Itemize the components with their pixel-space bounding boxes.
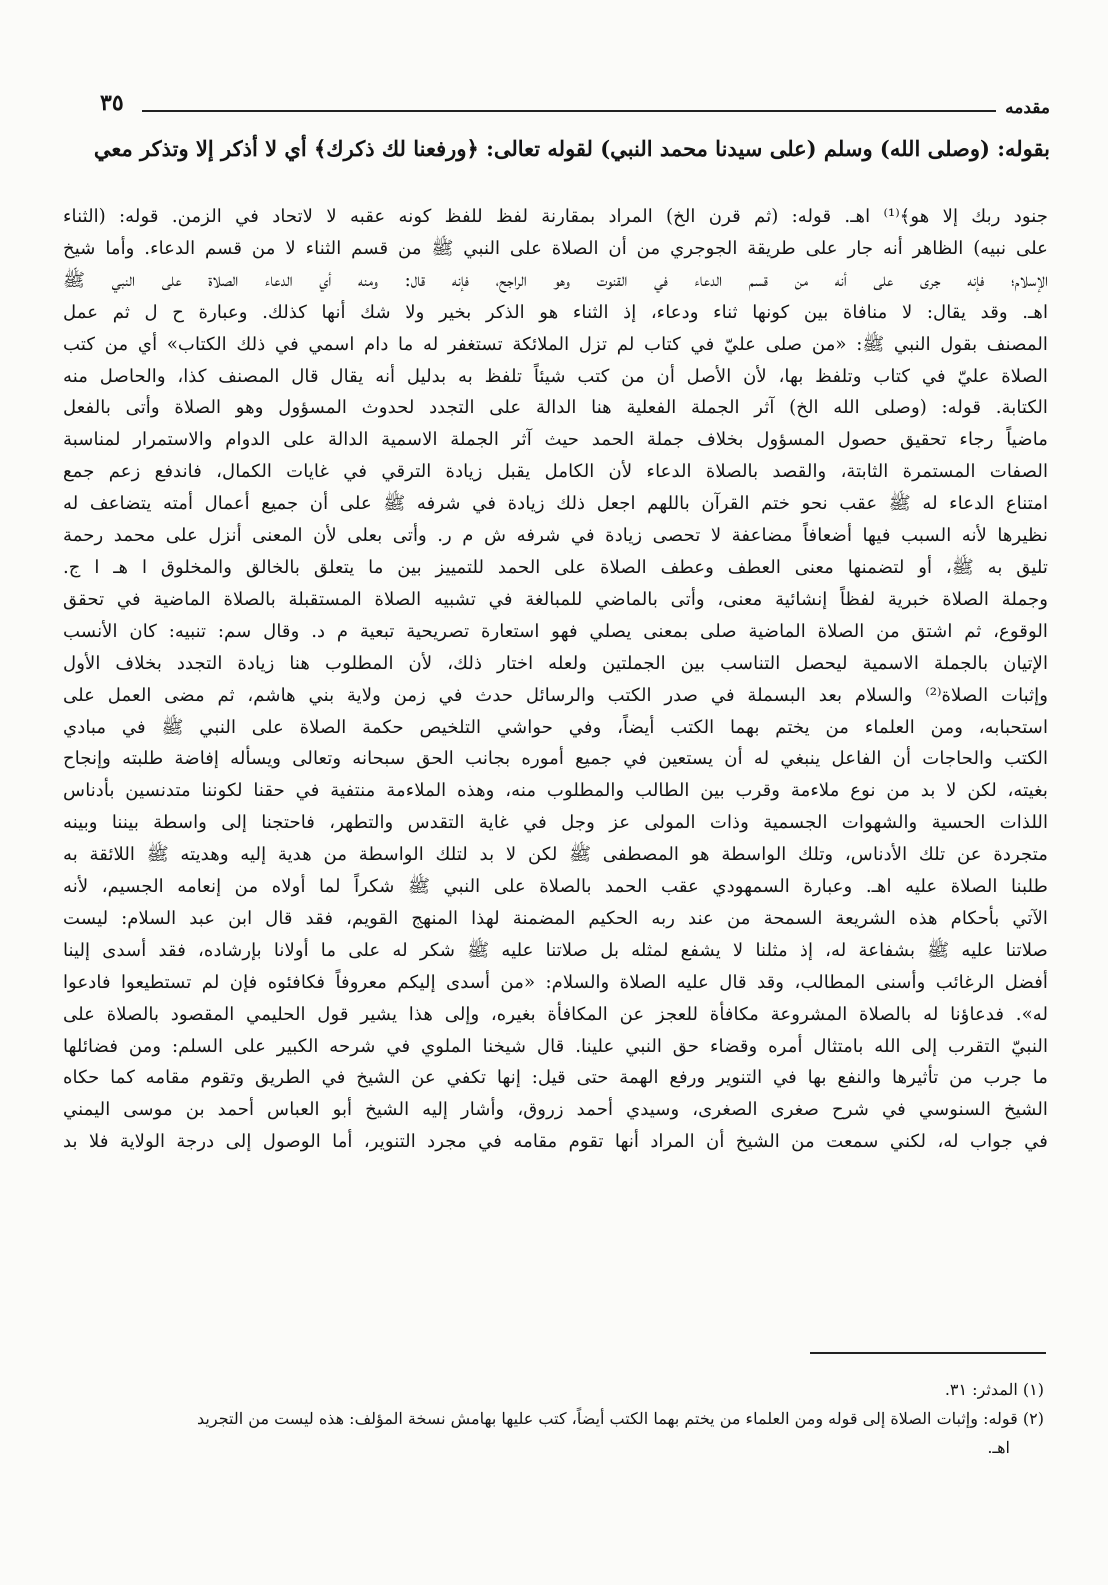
body-line-19: بغيته، لكن لا بد من نوع ملاءمة وقرب بين الطالب والمطلوب منه، وهذه الملاءمة منتفية في حقنا لكوننا متدنسين بأدناس — [63, 780, 1048, 802]
footnote-rule — [810, 1352, 1046, 1354]
body-line-2: على نبيه) الظاهر أنه جار على طريقة الجوجري من أن الصلاة على النبي ﷺ من قسم الثناء لا من قسم الدعاء. وأما شيخ — [63, 237, 1048, 259]
footnote-2: (٢) قوله: وإثبات الصلاة إلى قوله ومن العلماء من يختم بهما الكتب أيضاً، كتب عليها بهامش نسخة المؤلف: هذه ليست من التجريد — [197, 1409, 1044, 1428]
running-title: مقدمه — [1005, 98, 1050, 118]
footnote-1: (١) المدثر: ٣١. — [944, 1380, 1044, 1399]
main-text-line: بقوله: (وصلى الله) وسلم (على سيدنا محمد النبي) لقوله تعالى: ﴿ورفعنا لك ذكرك﴾ أي لا أذكر إلا وتذكر معي — [93, 136, 1050, 161]
body-line-5: المصنف بقول النبي ﷺ: «من صلى عليّ في كتاب لم تزل الملائكة تستغفر له ما دام اسمي في ذلك الكتاب» أي من كتب — [63, 333, 1048, 355]
body-line-17: استحبابه، ومن العلماء من يختم بهما الكتب أيضاً، وفي حواشي التلخيص حكمة الصلاة على النبي ﷺ في مبادي — [63, 716, 1048, 738]
footnote-2-continuation: اهـ. — [987, 1438, 1010, 1457]
body-line-1: جنود ربك إلا هو﴾⁽¹⁾ اهـ. قوله: (ثم قرن الخ) المراد بمقارنة لفظ للفظ كونه عقبه لا لاتحاد في الزمن. قوله: (الثناء — [63, 206, 1048, 227]
body-line-18: الكتب والحاجات أن الفاعل ينبغي له أن يستعين في جميع أموره بجانب الحق سبحانه وتعالى ويسأله إفاضة طلبته وإنجاح — [63, 748, 1048, 770]
body-line-25: أفضل الرغائب وأسنى المطالب، وقد قال عليه الصلاة والسلام: «من أسدى إليكم معروفاً فكافئوه فإن لم تستطيعوا فادعوا — [63, 971, 1048, 993]
body-line-10: امتناع الدعاء له ﷺ عقب نحو ختم القرآن باللهم اجعل ذلك زيادة في شرفه ﷺ على أن جميع أعمال أمته يتضاعف له — [63, 493, 1048, 515]
body-line-29: الشيخ السنوسي في شرح صغرى الصغرى، وسيدي أحمد زروق، وأشار إليه الشيخ أبو العباس أحمد بن موسى اليمني — [63, 1099, 1048, 1121]
commentary-body — [63, 201, 1048, 1349]
body-line-28: ما جرب من تأثيرها والنفع بها في التنوير ورفع الهمة حتى قيل: إنها تكفي عن الشيخ في الطريق وتقوم مقامه كما حكاه — [63, 1067, 1048, 1089]
body-line-7: الكتابة. قوله: (وصلى الله الخ) آثر الجملة الفعلية هنا الدالة على التجدد لحدوث المسؤول وهو الصلاة وأتى بالفعل — [63, 397, 1048, 419]
body-line-22: طلبنا الصلاة عليه اهـ. وعبارة السمهودي عقب الحمد بالصلاة على النبي ﷺ شكراً لما أولاه من إنعامه الجسيم، لأنه — [63, 876, 1048, 898]
body-line-24: صلاتنا عليه ﷺ بشفاعة له، إذ مثلنا لا يشفع لمثله بل صلاتنا عليه ﷺ شكر له على ما أولانا بإرشاده، فقد أسدى إلينا — [63, 939, 1048, 961]
header-rule — [142, 110, 996, 112]
body-line-23: الآتي بأحكام هذه الشريعة السمحة من عند ربه الحكيم المضمنة لهذا المنهج القويم، فقد قال ابن عبد السلام: ليست — [63, 907, 1048, 929]
body-line-12: تليق به ﷺ، أو لتضمنها معنى العطف وعطف الصلاة على الحمد للتمييز بين ما يتعلق بالخالق والمخلوق ا هـ ا ج. — [63, 556, 1048, 578]
body-line-4: اهـ. وقد يقال: لا منافاة بين كونها ثناء ودعاء، إذ الثناء هو الذكر بخير ولا شك أنها كذلك. وعبارة ح ل ثم عمل — [63, 301, 1048, 323]
footnotes — [59, 1375, 1044, 1462]
body-line-21: متجردة عن تلك الأدناس، وتلك الواسطة هو المصطفى ﷺ لكن لا بد لتلك الواسطة من هدية إليه وهديته ﷺ اللائقة به — [63, 844, 1048, 866]
page-number: ٣٥ — [100, 90, 124, 116]
body-line-27: النبيّ التقرب إلى الله بامتثال أمره وقضاء حق النبي علينا. قال شيخنا الملوي في شرحه الكبير على السلم: ومن فضائلها — [63, 1035, 1048, 1057]
body-line-30: في جواب له، لكني سمعت من الشيخ أن المراد أنها تقوم مقامه في مجرد التنوير، أما الوصول إلى درجة الولاية فلا بد — [63, 1131, 1048, 1153]
body-line-8: ماضياً رجاء تحقيق حصول المسؤول بخلاف جملة الحمد حيث آثر الجملة الاسمية الدالة على الدوام والاستمرار لمناسبة — [63, 429, 1048, 451]
body-line-15: الإتيان بالجملة الاسمية ليحصل التناسب بين الجملتين ولعله اختار ذلك، لأن المطلوب هنا زيادة التجدد بخلاف الأول — [63, 652, 1048, 674]
body-line-16: وإثبات الصلاة⁽²⁾ والسلام بعد البسملة في صدر الكتب والرسائل حدث في زمن ولاية بني هاشم، ثم مضى العمل على — [63, 684, 1048, 706]
body-line-13: وجملة الصلاة خبرية لفظاً إنشائية معنى، وأتى بالماضي للمبالغة في تشبيه الصلاة المستقبلة بالصلاة الماضية في تحقق — [63, 588, 1048, 610]
body-line-9: الصفات المستمرة الثابتة، والقصد بالصلاة الدعاء لأن الكامل يقبل زيادة الترقي في غايات الكمال، فاندفع زعم جمع — [63, 461, 1048, 483]
body-line-20: اللذات الحسية والشهوات الجسمية وذات المولى عز وجل في غاية التقدس والتطهر، فاحتجنا إلى واسطة بيننا وبينه — [63, 812, 1048, 834]
body-line-14: الوقوع، ثم اشتق من الصلاة الماضية صلى بمعنى يصلي فهو استعارة تصريحية تبعية م د. وقال سم: تنبيه: كان الأنسب — [63, 620, 1048, 642]
body-line-6: الصلاة عليّ في كتاب وتلفظ بها، لأن الأصل أن من كتب شيئاً تلفظ به بدليل أنه يقال قال المصنف كذا، والحاصل منه — [63, 365, 1048, 387]
body-line-26: له». فدعاؤنا له بالصلاة المشروعة مكافأة للعجز عن المكافأة بغيره، وإلى هذا يشير قول الحليمي المقصود بالصلاة على — [63, 1003, 1048, 1025]
page-header — [100, 84, 1050, 124]
body-line-3: الإسلام؛ فإنه جرى على أنه من قسم الدعاء في القنوت وهو الراجح، فإنه قال: ومنه أي الدعاء الصلاة على النبي ﷺ — [63, 269, 1048, 291]
body-line-11: نظيرها لأنه السبب فيها أضعافاً مضاعفة لا تحصى زيادة في شرفه ش م ر. وأتى بعلى لأن المعنى أنزل على محمد رحمة — [63, 525, 1048, 547]
